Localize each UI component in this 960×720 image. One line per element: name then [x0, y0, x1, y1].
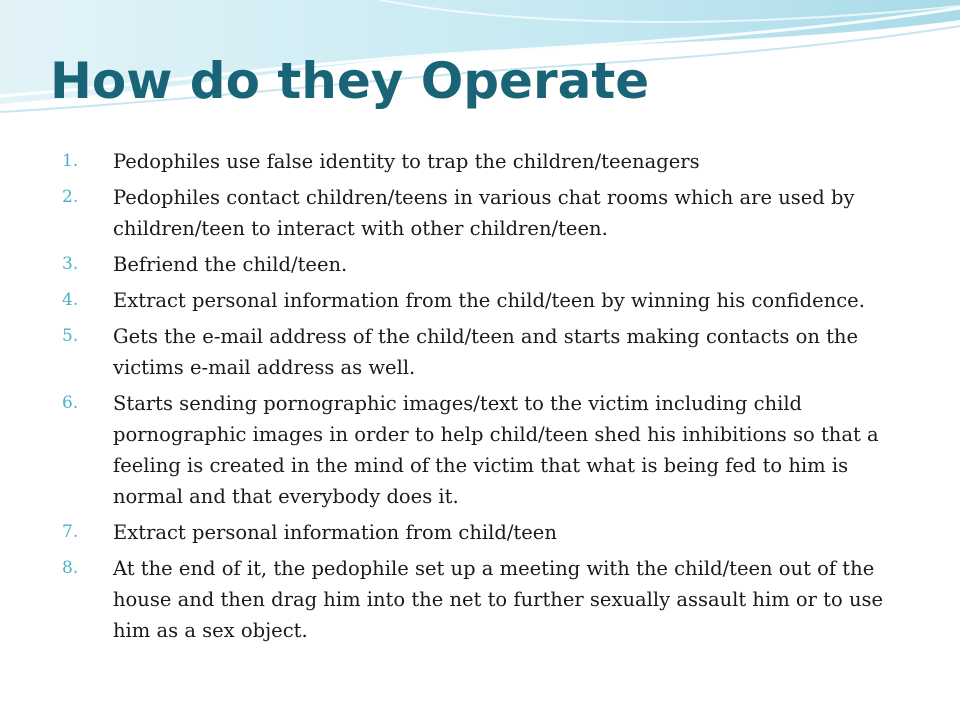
- item-text: Pedophiles use false identity to trap the children/teenagers: [113, 150, 700, 173]
- item-text: Starts sending pornographic images/text to the victim including child pornographic images in order to help child/teen shed his inhibitions so that a feeling is created in the mind of the victim that what is being fed to him is normal and that everybody does it.: [113, 392, 879, 508]
- list-item: [0, 285, 903, 316]
- item-number: 4.: [62, 290, 79, 310]
- list-item: [0, 321, 903, 383]
- item-number: 2.: [62, 187, 79, 207]
- item-number: 3.: [62, 254, 79, 274]
- list-item: [0, 249, 903, 280]
- item-number: 6.: [62, 393, 79, 413]
- list-item: [0, 146, 903, 177]
- item-text: Befriend the child/teen.: [113, 253, 348, 276]
- list-item: [0, 182, 903, 244]
- item-text: At the end of it, the pedophile set up a meeting with the child/teen out of the house and then drag him into the net to further sexually assault him or to use him as a sex object.: [113, 557, 884, 642]
- list-item: [0, 553, 903, 646]
- item-number: 1.: [62, 151, 79, 171]
- list-item: [0, 517, 903, 548]
- item-number: 7.: [62, 522, 79, 542]
- operation-steps-list: [0, 146, 960, 651]
- slide-title: How do they Operate: [50, 52, 650, 110]
- item-text: Extract personal information from child/teen: [113, 521, 557, 544]
- item-number: 8.: [62, 558, 79, 578]
- item-number: 5.: [62, 326, 79, 346]
- item-text: Extract personal information from the child/teen by winning his confidence.: [113, 289, 865, 312]
- item-text: Pedophiles contact children/teens in various chat rooms which are used by children/teen to interact with other children/teen.: [113, 186, 855, 240]
- list-item: [0, 388, 903, 512]
- item-text: Gets the e-mail address of the child/teen and starts making contacts on the victims e-mail address as well.: [113, 325, 859, 379]
